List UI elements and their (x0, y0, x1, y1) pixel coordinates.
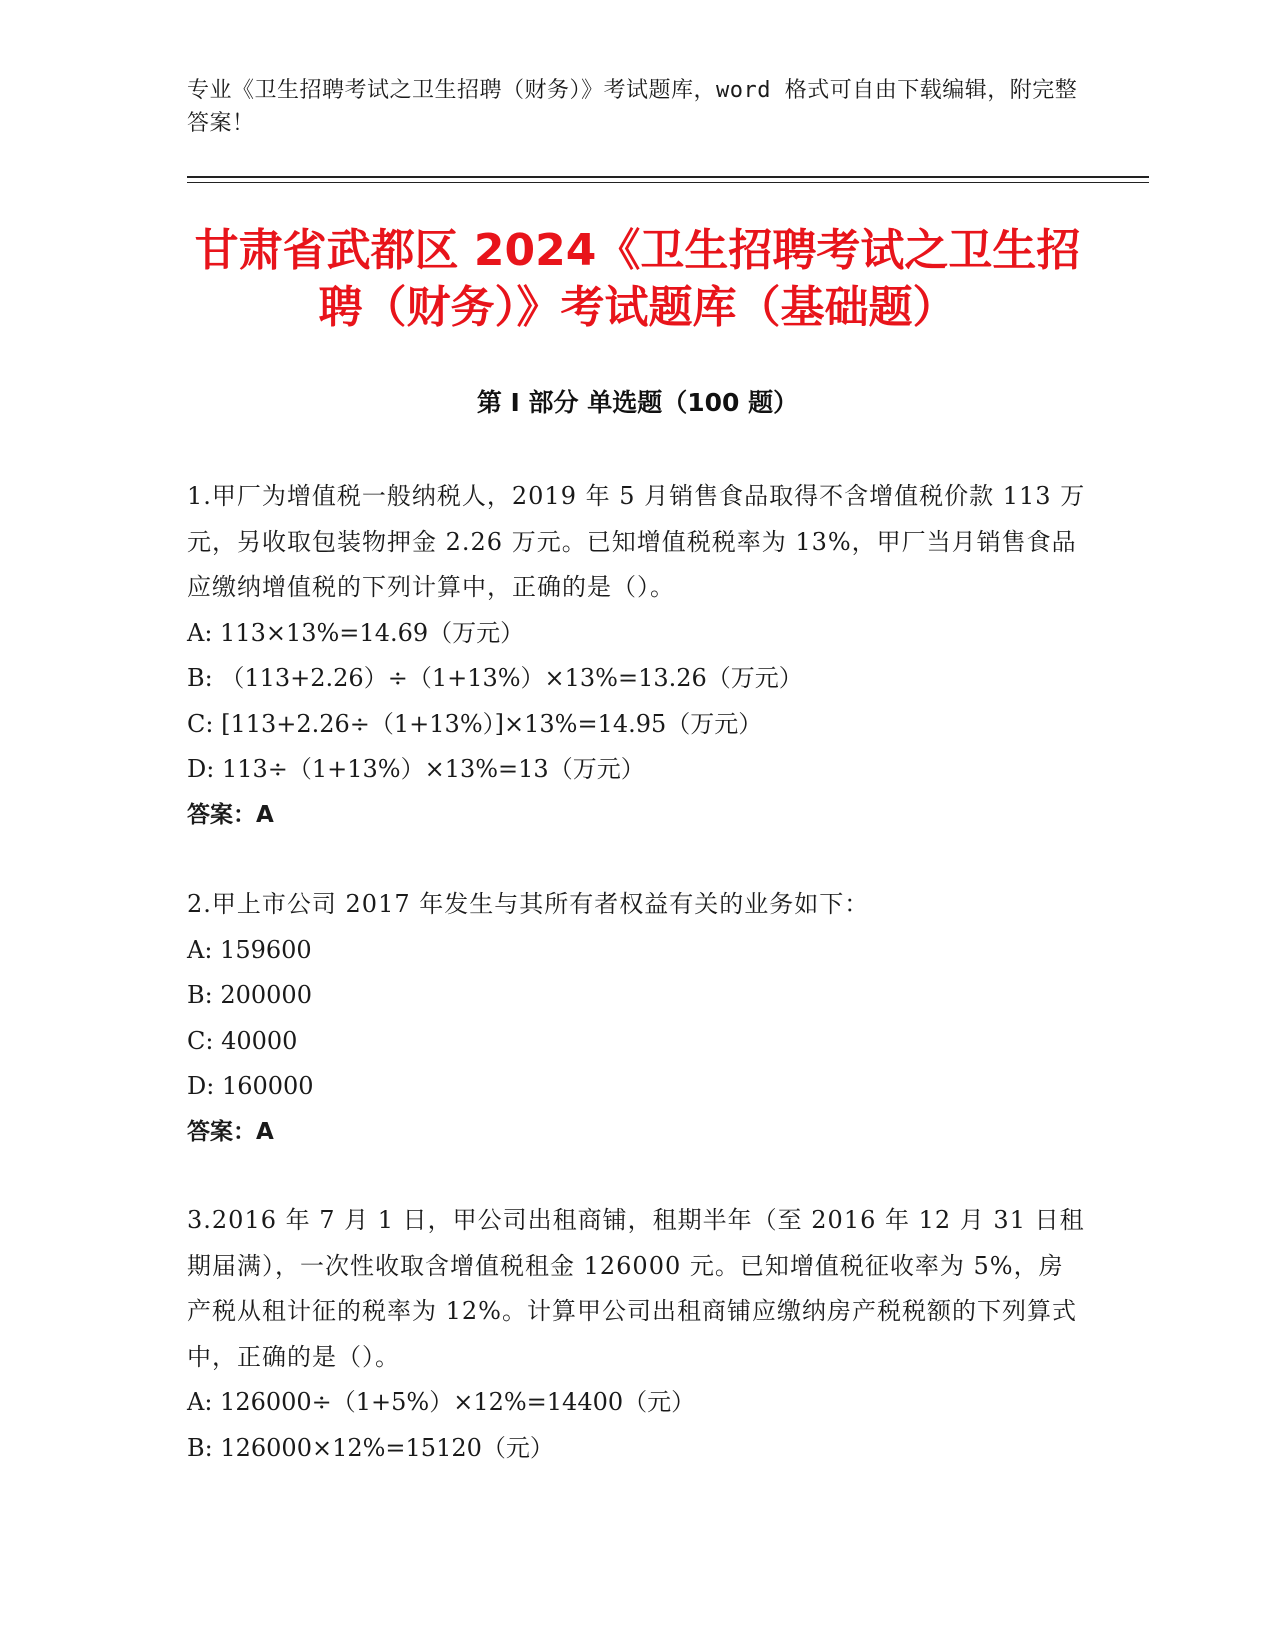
option-c: C: 40000 (187, 1026, 298, 1055)
header-divider-thin (187, 182, 1149, 183)
option-b: B: 126000×12%=15120（元） (187, 1433, 554, 1462)
question-stem: 2.甲上市公司 2017 年发生与其所有者权益有关的业务如下： (187, 890, 870, 918)
document-title (150, 222, 1125, 336)
option-a: A: 126000÷（1+5%）×12%=14400（元） (187, 1388, 696, 1416)
option-b: B: 200000 (187, 981, 312, 1009)
document-title-line-1: 甘肃省武都区 2024《卫生招聘考试之卫生招 (194, 225, 1081, 276)
question-stem: 3.2016 年 7 月 1 日，甲公司出租商铺，租期半年（至 2016 年 12 月 31 日租期届满），一次性收取含增值税租金 126000 元。已知增值税征收率为 5%，房产税从租计征的税率为 12%。计算甲公司出租商铺应缴纳房产税税额的下列算式中，正确的是（）。 (187, 1206, 1085, 1371)
question-3 (187, 1198, 1087, 1471)
question-1 (187, 474, 1087, 838)
option-a: A: 113×13%=14.69（万元） (187, 618, 525, 647)
question-stem: 1.甲厂为增值税一般纳税人，2019 年 5 月销售食品取得不含增值税价款 113 万元，另收取包装物押金 2.26 万元。已知增值税税率为 13%，甲厂当月销售食品应缴纳增值税的下列计算中，正确的是（）。 (187, 482, 1086, 601)
option-b: B: （113+2.26）÷（1+13%）×13%=13.26（万元） (187, 664, 803, 692)
option-c: C: [113+2.26÷（1+13%）]×13%=14.95（万元） (187, 709, 763, 738)
option-a: A: 159600 (187, 935, 312, 964)
document-title-line-2: 聘（财务）》考试题库（基础题） (318, 282, 957, 333)
option-d: D: 113÷（1+13%）×13%=13（万元） (187, 755, 645, 783)
answer-label: 答案：A (187, 1118, 274, 1145)
header-note: 专业《卫生招聘考试之卫生招聘（财务）》考试题库，word 格式可自由下载编辑，附完整答案！ (187, 78, 1078, 136)
option-d: D: 160000 (187, 1072, 314, 1100)
header-divider-thick (187, 176, 1149, 178)
answer-label: 答案：A (187, 801, 274, 828)
question-2 (187, 882, 1087, 1155)
section-heading: 第 I 部分 单选题（100 题） (476, 388, 799, 417)
